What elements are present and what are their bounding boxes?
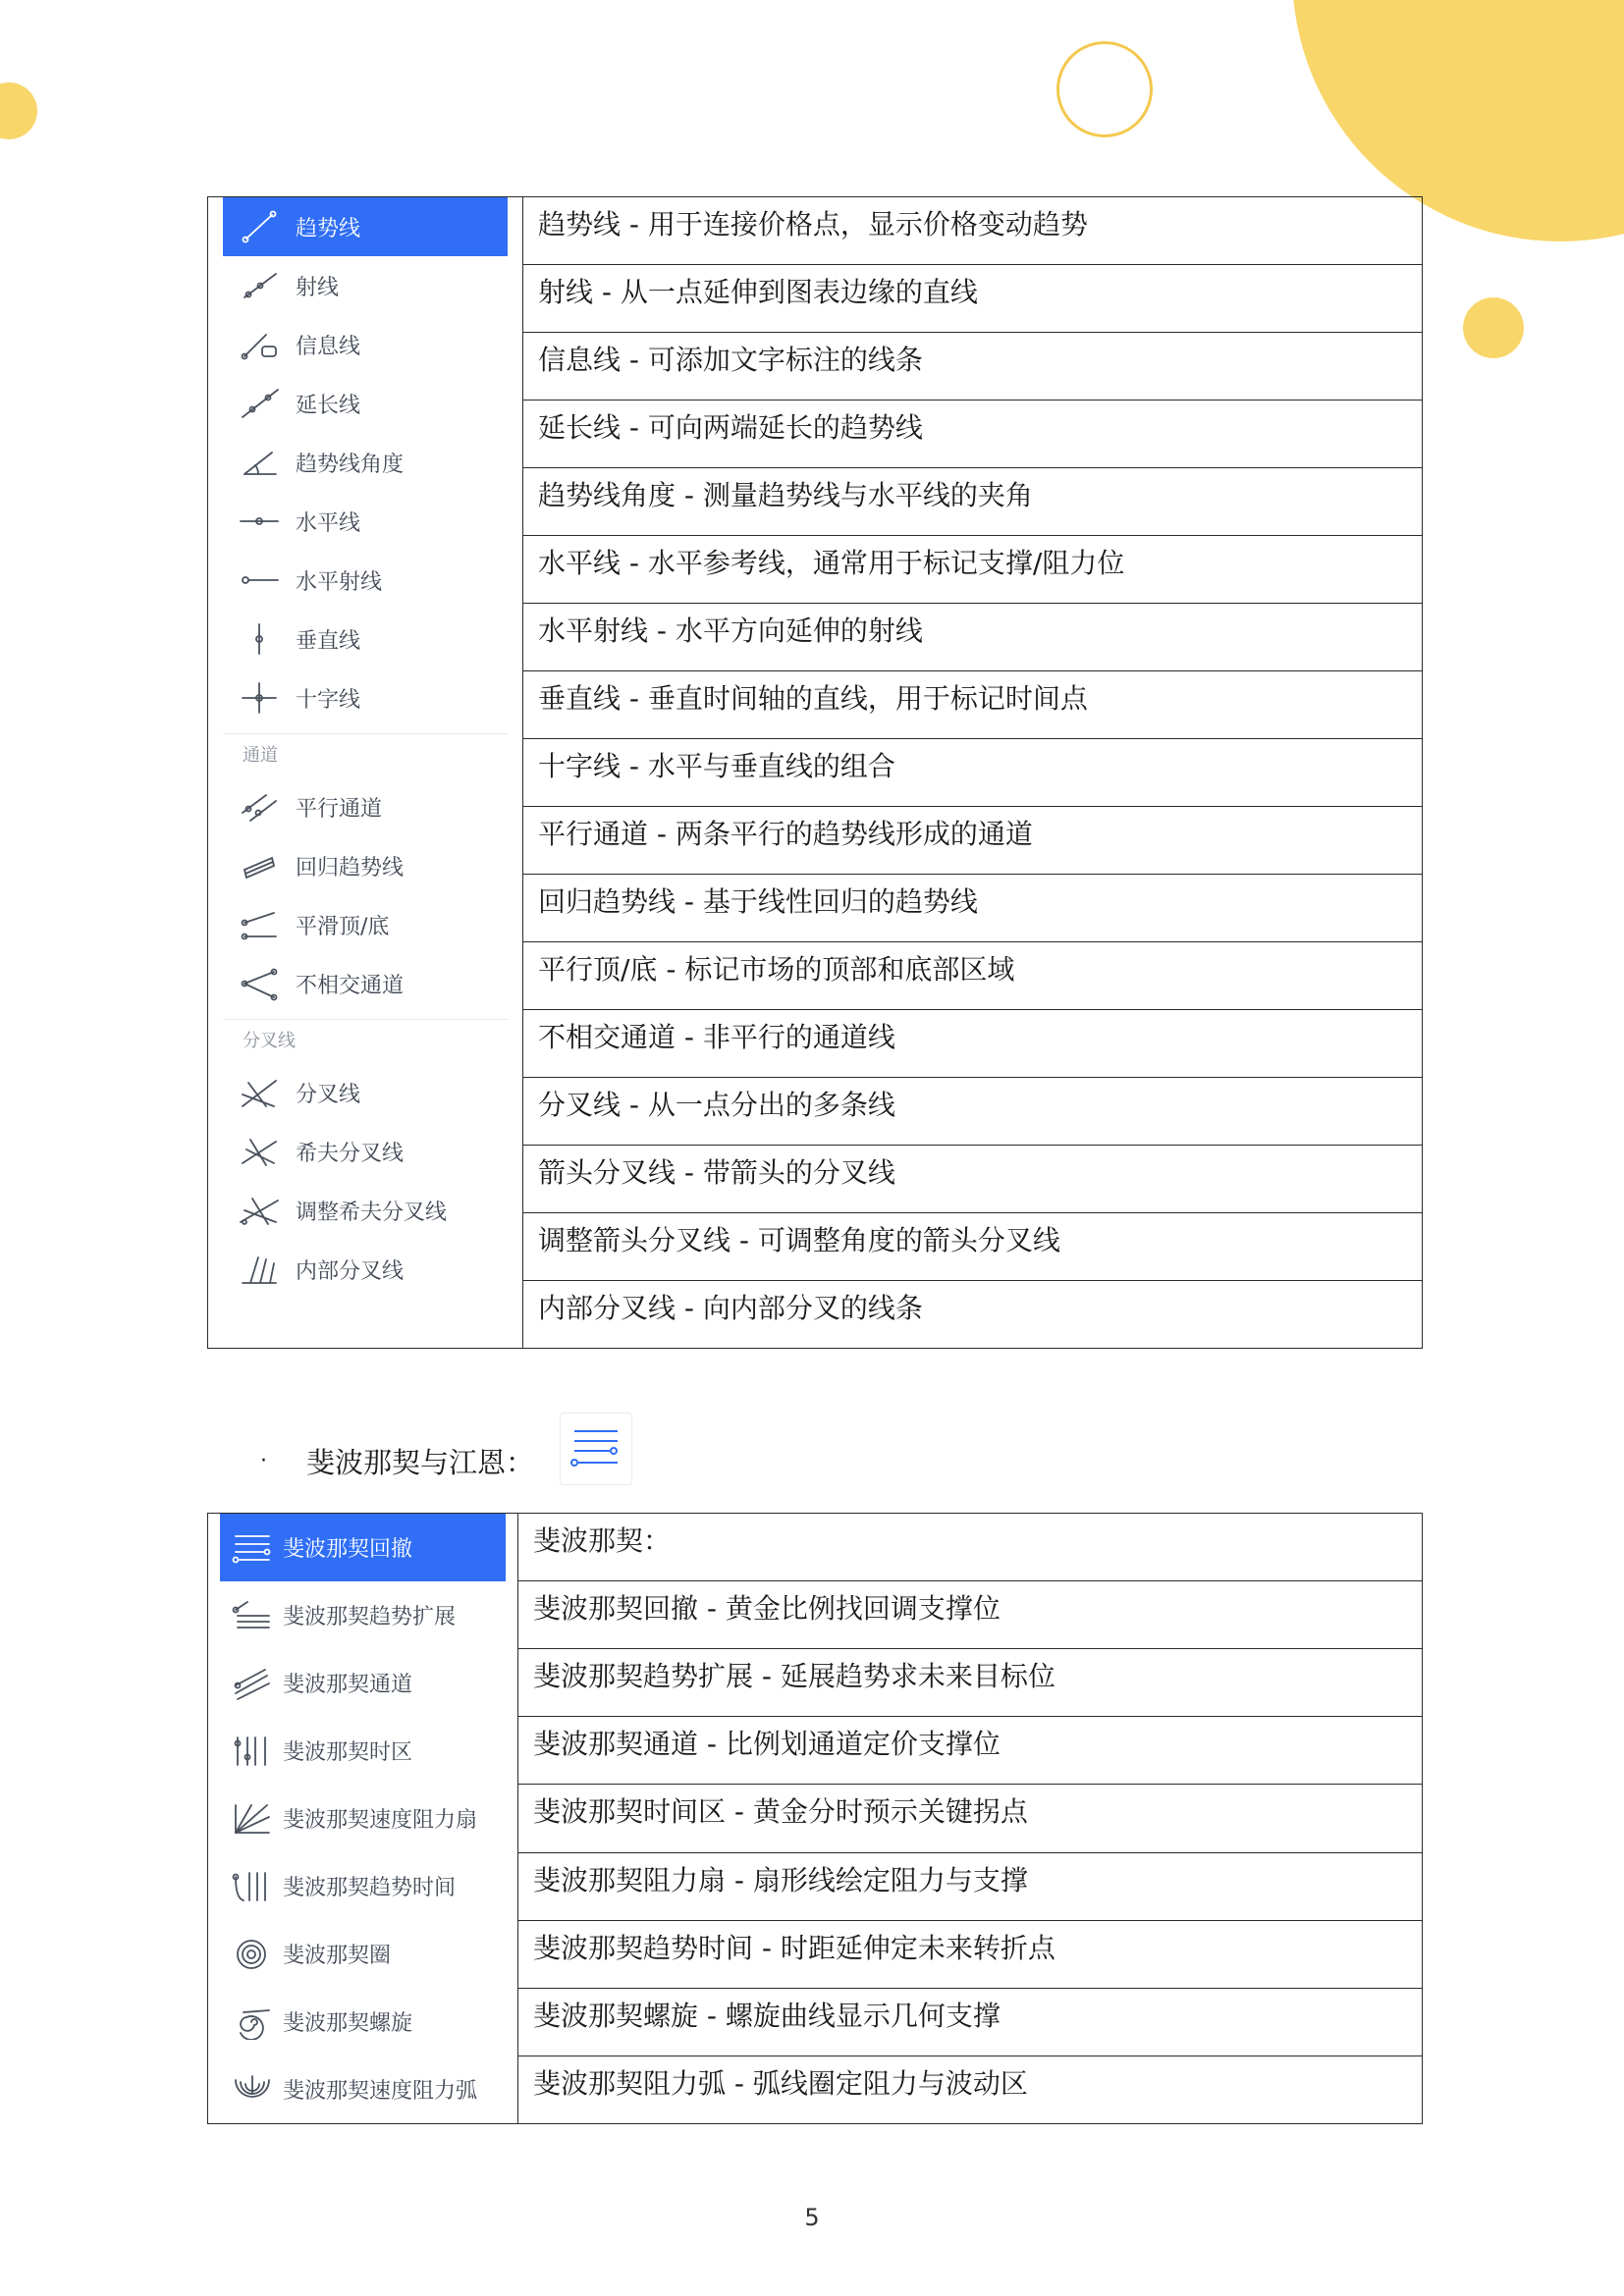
vertical-line-icon <box>237 621 282 657</box>
fib-retracement-icon <box>230 1530 275 1566</box>
info-line-icon <box>237 327 282 362</box>
decorative-dot-left <box>0 82 37 139</box>
menu-item-label: 不相交通道 <box>296 973 405 998</box>
section-fibonacci-heading <box>260 1441 534 1481</box>
trend-angle-icon <box>237 445 282 480</box>
menu-item-inside-pitchfork[interactable] <box>223 1240 508 1299</box>
menu-item-label: 水平射线 <box>296 569 383 595</box>
menu-item-label: 斐波那契圈 <box>283 1944 392 1968</box>
modified-schiff-pitchfork-icon <box>237 1193 282 1228</box>
tool-description: 内部分叉线 - 向内部分叉的线条 <box>523 1281 1423 1349</box>
menu-item-fib-channel[interactable] <box>220 1649 506 1717</box>
menu-item-fib-circles[interactable] <box>220 1920 506 1988</box>
flat-top-bottom-icon <box>237 907 282 942</box>
decorative-ring <box>1056 41 1153 137</box>
menu-item-label: 信息线 <box>296 334 361 359</box>
menu-item-label: 平行通道 <box>296 796 383 822</box>
toolbar-screenshot-fibonacci <box>208 1514 518 2124</box>
menu-item-fib-spiral[interactable] <box>220 1988 506 2056</box>
menu-item-label: 趋势线 <box>296 216 361 241</box>
tool-description: 趋势线角度 - 测量趋势线与水平线的夹角 <box>523 468 1423 536</box>
horizontal-line-icon <box>237 504 282 539</box>
tool-description: 斐波那契通道 - 比例划通道定价支撑位 <box>518 1717 1423 1785</box>
fib-trend-time-icon <box>230 1869 275 1904</box>
trend-line-icon <box>237 209 282 244</box>
horizontal-ray-icon <box>237 562 282 598</box>
tool-description: 斐波那契回撤 - 黄金比例找回调支撑位 <box>518 1581 1423 1649</box>
menu-item-vertical-line[interactable] <box>223 610 508 668</box>
menu-item-disjoint-channel[interactable] <box>223 954 508 1013</box>
tool-description: 斐波那契螺旋 - 螺旋曲线显示几何支撑 <box>518 1988 1423 2056</box>
tool-description: 斐波那契阻力扇 - 扇形线绘定阻力与支撑 <box>518 1852 1423 1920</box>
fib-spiral-icon <box>230 2004 275 2040</box>
tool-description: 斐波那契趋势时间 - 时距延伸定未来转折点 <box>518 1920 1423 1988</box>
fib-circles-icon <box>230 1937 275 1972</box>
menu-item-fib-extension[interactable] <box>220 1581 506 1649</box>
menu-item-label: 水平线 <box>296 510 361 536</box>
section-header-channel: 通道 <box>223 733 508 777</box>
menu-item-extended-line[interactable] <box>223 374 508 433</box>
fib-time-zone-icon <box>230 1734 275 1769</box>
menu-item-label: 平滑顶/底 <box>296 914 390 939</box>
menu-item-label: 斐波那契趋势扩展 <box>283 1605 457 1629</box>
regression-trend-icon <box>237 848 282 883</box>
menu-item-regression-trend[interactable] <box>223 836 508 895</box>
menu-item-label: 斐波那契回撤 <box>283 1537 413 1562</box>
menu-item-label: 垂直线 <box>296 628 361 654</box>
menu-item-label: 希夫分叉线 <box>296 1141 405 1166</box>
menu-item-horizontal-ray[interactable] <box>223 551 508 610</box>
inside-pitchfork-icon <box>237 1252 282 1287</box>
menu-item-fib-speed-arcs[interactable] <box>220 2056 506 2123</box>
menu-item-label: 内部分叉线 <box>296 1258 405 1284</box>
menu-item-label: 延长线 <box>296 393 361 418</box>
menu-item-modified-schiff-pitchfork[interactable] <box>223 1181 508 1240</box>
menu-item-trend-angle[interactable] <box>223 433 508 492</box>
schiff-pitchfork-icon <box>237 1134 282 1169</box>
bullet-dot: · <box>260 1449 267 1473</box>
extended-line-icon <box>237 386 282 421</box>
tool-description: 水平线 - 水平参考线，通常用于标记支撑/阻力位 <box>523 536 1423 604</box>
menu-item-flat-top-bottom[interactable] <box>223 895 508 954</box>
menu-item-label: 调整希夫分叉线 <box>296 1200 448 1225</box>
table-row <box>208 197 1423 265</box>
menu-item-trend-line[interactable] <box>223 197 508 256</box>
menu-item-label: 射线 <box>296 275 340 300</box>
menu-item-label: 斐波那契速度阻力弧 <box>283 2079 478 2104</box>
menu-item-info-line[interactable] <box>223 315 508 374</box>
menu-item-label: 斐波那契趋势时间 <box>283 1876 457 1900</box>
toolbar-screenshot-lines <box>208 197 523 1349</box>
fib-toolbar-icon[interactable] <box>560 1413 632 1485</box>
menu-item-cross-line[interactable] <box>223 668 508 727</box>
tool-description: 水平射线 - 水平方向延伸的射线 <box>523 604 1423 671</box>
fibonacci-tools-table <box>207 1513 1423 2124</box>
menu-item-parallel-channel[interactable] <box>223 777 508 836</box>
tool-description: 斐波那契趋势扩展 - 延展趋势求未来目标位 <box>518 1649 1423 1717</box>
menu-item-schiff-pitchfork[interactable] <box>223 1122 508 1181</box>
tool-description: 垂直线 - 垂直时间轴的直线，用于标记时间点 <box>523 671 1423 739</box>
fib-speed-fan-icon <box>230 1801 275 1837</box>
ray-icon <box>237 268 282 303</box>
menu-item-label: 十字线 <box>296 687 361 713</box>
tool-description: 调整箭头分叉线 - 可调整角度的箭头分叉线 <box>523 1213 1423 1281</box>
parallel-channel-icon <box>237 789 282 825</box>
menu-item-label: 斐波那契速度阻力扇 <box>283 1808 478 1833</box>
tool-description: 趋势线 - 用于连接价格点，显示价格变动趋势 <box>523 197 1423 265</box>
menu-item-label: 斐波那契时区 <box>283 1740 413 1765</box>
fib-channel-icon <box>230 1666 275 1701</box>
menu-item-ray[interactable] <box>223 256 508 315</box>
tool-description: 平行通道 - 两条平行的趋势线形成的通道 <box>523 807 1423 875</box>
fib-speed-arcs-icon <box>230 2072 275 2108</box>
menu-item-label: 分叉线 <box>296 1082 361 1107</box>
menu-item-fib-speed-fan[interactable] <box>220 1785 506 1852</box>
menu-item-label: 斐波那契通道 <box>283 1673 413 1697</box>
tool-description: 箭头分叉线 - 带箭头的分叉线 <box>523 1146 1423 1213</box>
menu-item-pitchfork[interactable] <box>223 1063 508 1122</box>
tool-description: 十字线 - 水平与垂直线的组合 <box>523 739 1423 807</box>
menu-item-label: 斐波那契螺旋 <box>283 2011 413 2036</box>
tool-description: 不相交通道 - 非平行的通道线 <box>523 1010 1423 1078</box>
section-title: 斐波那契与江恩： <box>306 1446 535 1479</box>
drawing-tools-table <box>207 196 1423 1349</box>
section-header-pitchfork: 分叉线 <box>223 1019 508 1063</box>
pitchfork-icon <box>237 1075 282 1110</box>
tool-description: 平行顶/底 - 标记市场的顶部和底部区域 <box>523 942 1423 1010</box>
tool-description: 延长线 - 可向两端延长的趋势线 <box>523 400 1423 468</box>
menu-item-label: 回归趋势线 <box>296 855 405 881</box>
page-number: 5 <box>804 2204 820 2231</box>
disjoint-channel-icon <box>237 966 282 1001</box>
menu-item-label: 趋势线角度 <box>296 452 405 477</box>
menu-item-fib-trend-time[interactable] <box>220 1852 506 1920</box>
tool-description: 射线 - 从一点延伸到图表边缘的直线 <box>523 265 1423 333</box>
tool-description: 回归趋势线 - 基于线性回归的趋势线 <box>523 875 1423 942</box>
menu-item-fib-time-zone[interactable] <box>220 1717 506 1785</box>
fib-extension-icon <box>230 1598 275 1633</box>
decorative-dot-right <box>1463 297 1524 358</box>
cross-line-icon <box>237 680 282 716</box>
tool-description: 斐波那契时间区 - 黄金分时预示关键拐点 <box>518 1785 1423 1852</box>
menu-item-horizontal-line[interactable] <box>223 492 508 551</box>
table-row <box>208 1514 1423 1581</box>
tool-description: 斐波那契阻力弧 - 弧线圈定阻力与波动区 <box>518 2056 1423 2123</box>
tool-description: 斐波那契： <box>518 1514 1423 1581</box>
tool-description: 分叉线 - 从一点分出的多条线 <box>523 1078 1423 1146</box>
tool-description: 信息线 - 可添加文字标注的线条 <box>523 333 1423 400</box>
menu-item-fib-retracement[interactable] <box>220 1514 506 1581</box>
